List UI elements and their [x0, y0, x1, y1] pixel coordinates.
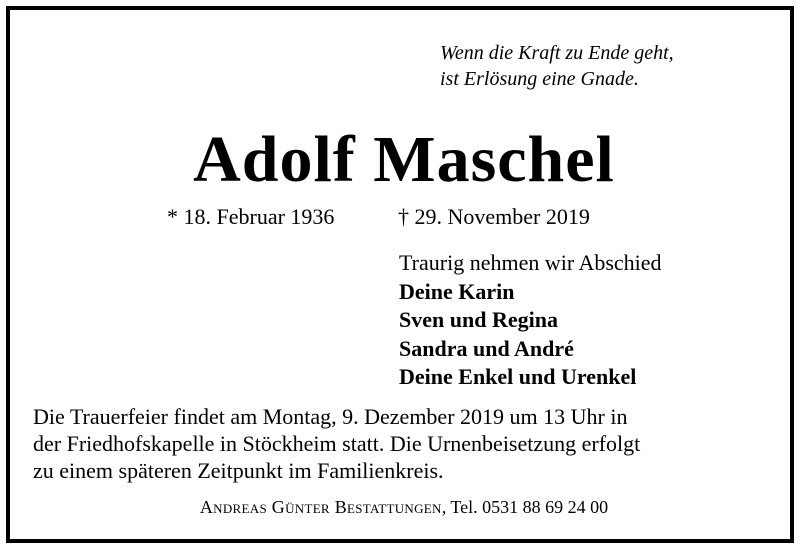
- motto-line: ist Erlösung eine Gnade.: [440, 68, 639, 90]
- ceremony-line: der Friedhofskapelle in Stöckheim statt. Die Urnenbeisetzung erfolgt: [33, 431, 641, 456]
- mourner-name: Sandra und André: [399, 335, 574, 361]
- motto: [440, 40, 720, 92]
- ceremony-line: zu einem späteren Zeitpunkt im Familienkreis.: [33, 458, 444, 483]
- mourner-name: Deine Enkel und Urenkel: [399, 364, 637, 389]
- death-date: † 29. November 2019: [398, 204, 590, 229]
- deceased-name: Adolf Maschel: [193, 123, 615, 196]
- mourner-name: Sven und Regina: [399, 307, 558, 332]
- mourners-intro: Traurig nehmen wir Abschied: [399, 250, 662, 275]
- funeral-home-phone: , Tel. 0531 88 69 24 00: [441, 497, 609, 517]
- obituary-frame: [6, 6, 794, 543]
- ceremony-notice: [33, 403, 783, 484]
- ceremony-line: Die Trauerfeier findet am Montag, 9. Dezember 2019 um 13 Uhr in: [33, 404, 628, 429]
- motto-line: Wenn die Kraft zu Ende geht,: [440, 42, 674, 64]
- funeral-home-name: Andreas Günter Bestattungen: [199, 497, 442, 517]
- mourner-name: Deine Karin: [399, 278, 515, 304]
- birth-date: * 18. Februar 1936: [167, 204, 335, 229]
- funeral-home-footer: [10, 495, 798, 519]
- mourners-block: [399, 249, 662, 392]
